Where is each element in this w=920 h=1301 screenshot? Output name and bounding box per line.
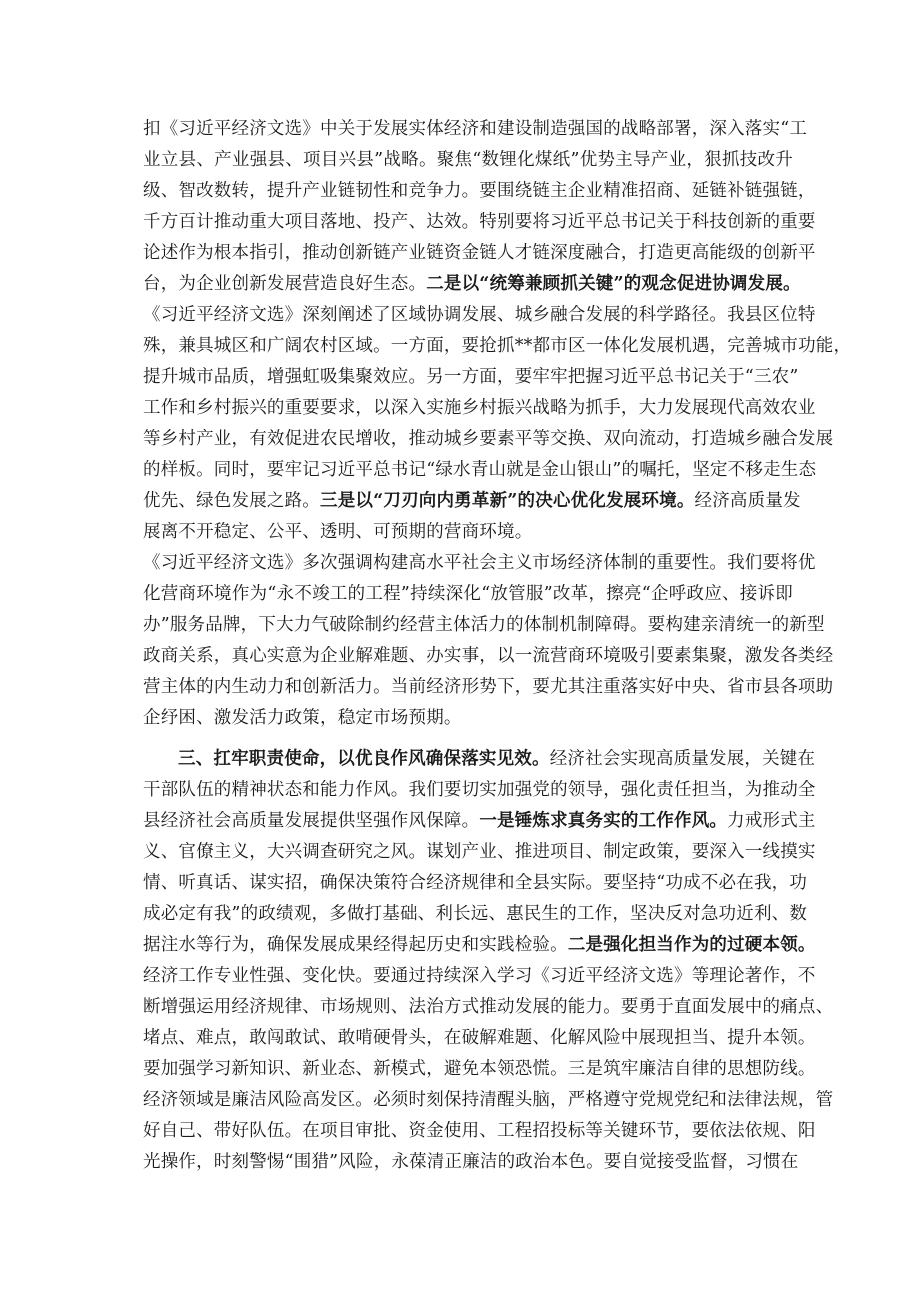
text-line: 成必定有我”的政绩观，多做打基础、利长远、惠民生的工作，坚决反对急功近利、数 — [143, 904, 808, 924]
text-line: 经济领域是廉洁风险高发区。必须时刻保持清醒头脑，严格遵守党规党纪和法律法规，管 — [143, 1090, 834, 1110]
text-line: 企纾困、激发活力政策，稳定市场预期。 — [143, 708, 462, 728]
text-line: 干部队伍的精神状态和能力作风。我们要切实加强党的领导，强化责任担当，为推动全 — [143, 780, 816, 800]
bold-subheading: 三是以“刀刃向内勇革新”的决心优化发展环境。 — [320, 491, 695, 511]
text-line: 堵点、难点，敢闯敢试、敢啃硬骨头，在破解难题、化解风险中展现担当、提升本领。 — [143, 1028, 816, 1048]
bold-subheading: 二是强化担当作为的过硬本领。 — [567, 935, 816, 955]
text-line: 情、听真话、谋实招，确保决策符合经济规律和全县实际。要坚持“功成不必在我，功 — [143, 873, 808, 893]
text-line: 好自己、带好队伍。在项目审批、资金使用、工程招投标等关键环节，要依法依规、阳 — [143, 1121, 816, 1141]
text-line: 千方百计推动重大项目落地、投产、达效。特别要将习近平总书记关于科技创新的重要 — [143, 212, 816, 232]
text-line: 光操作，时刻警惕“围猎”风险，永葆清正廉洁的政治本色。要自觉接受监督，习惯在 — [143, 1152, 799, 1172]
text-line: 《习近平经济文选》深刻阐述了区域协调发展、城乡融合发展的科学路径。我县区位特 — [143, 305, 816, 325]
section-heading-line: 三、扛牢职责使命，以优良作风确保落实见效。经济社会实现高质量发展，关键在 — [178, 749, 816, 769]
text-line: 殊，兼具城区和广阔农村区域。一方面，要抢抓**都市区一体化发展机遇，完善城市功能， — [143, 336, 852, 356]
text-line: 据注水等行为，确保发展成果经得起历史和实践检验。二是强化担当作为的过硬本领。 — [143, 935, 816, 955]
text-line: 论述作为根本指引，推动创新链产业链资金链人才链深度融合，打造更高能级的创新平 — [143, 243, 816, 263]
text-line: 的样板。同时，要牢记习近平总书记“绿水青山就是金山银山”的嘱托，坚定不移走生态 — [143, 460, 817, 480]
text-line: 业立县、产业强县、项目兴县”战略。聚焦“数锂化煤纸”优势主导产业，狠抓技改升 — [143, 150, 793, 170]
text-line: 等乡村产业，有效促进农民增收，推动城乡要素平等交换、双向流动，打造城乡融合发展 — [143, 429, 834, 449]
section-heading: 三、扛牢职责使命，以优良作风确保落实见效。 — [178, 749, 550, 769]
text-line: 优先、绿色发展之路。三是以“刀刃向内勇革新”的决心优化发展环境。经济高质量发 — [143, 491, 801, 511]
text-line: 要加强学习新知识、新业态、新模式，避免本领恐慌。三是筑牢廉洁自律的思想防线。 — [143, 1059, 816, 1079]
bold-subheading: 二是以“统筹兼顾抓关键”的观念促进协调发展。 — [426, 274, 801, 294]
text-line: 政商关系，真心实意为企业解难题、办实事，以一流营商环境吸引要素集聚，激发各类经 — [143, 646, 834, 666]
text-line: 化营商环境作为“永不竣工的工程”持续深化“放管服”改革，擦亮“企呼政应、接诉即 — [143, 584, 793, 604]
text-line: 营主体的内生动力和创新活力。当前经济形势下，要尤其注重落实好中央、省市县各项助 — [143, 677, 834, 697]
text-line: 县经济社会高质量发展提供坚强作风保障。一是锤炼求真务实的工作作风。力戒形式主 — [143, 811, 816, 831]
text-line: 展离不开稳定、公平、透明、可预期的营商环境。 — [143, 522, 533, 542]
text-line: 扣《习近平经济文选》中关于发展实体经济和建设制造强国的战略部署，深入落实“工 — [143, 119, 808, 139]
bold-subheading: 一是锤炼求真务实的工作作风。 — [479, 811, 728, 831]
text-line: 级、智改数转，提升产业链韧性和竞争力。要围绕链主企业精准招商、延链补链强链， — [143, 181, 816, 201]
text-line: 工作和乡村振兴的重要要求，以深入实施乡村振兴战略为抓手，大力发展现代高效农业 — [143, 398, 816, 418]
text-line: 经济工作专业性强、变化快。要通过持续深入学习《习近平经济文选》等理论著作，不 — [143, 966, 816, 986]
text-line: 提升城市品质，增强虹吸集聚效应。另一方面，要牢牢把握习近平总书记关于“三农” — [143, 367, 799, 387]
text-line: 办”服务品牌，下大力气破除制约经营主体活力的体制机制障碍。要构建亲清统一的新型 — [143, 615, 825, 635]
text-line: 义、官僚主义，大兴调查研究之风。谋划产业、推进项目、制定政策，要深入一线摸实 — [143, 842, 816, 862]
text-line: 断增强运用经济规律、市场规则、法治方式推动发展的能力。要勇于直面发展中的痛点、 — [143, 997, 834, 1017]
text-line: 台，为企业创新发展营造良好生态。二是以“统筹兼顾抓关键”的观念促进协调发展。 — [143, 274, 801, 294]
text-line: 《习近平经济文选》多次强调构建高水平社会主义市场经济体制的重要性。我们要将优 — [143, 553, 816, 573]
